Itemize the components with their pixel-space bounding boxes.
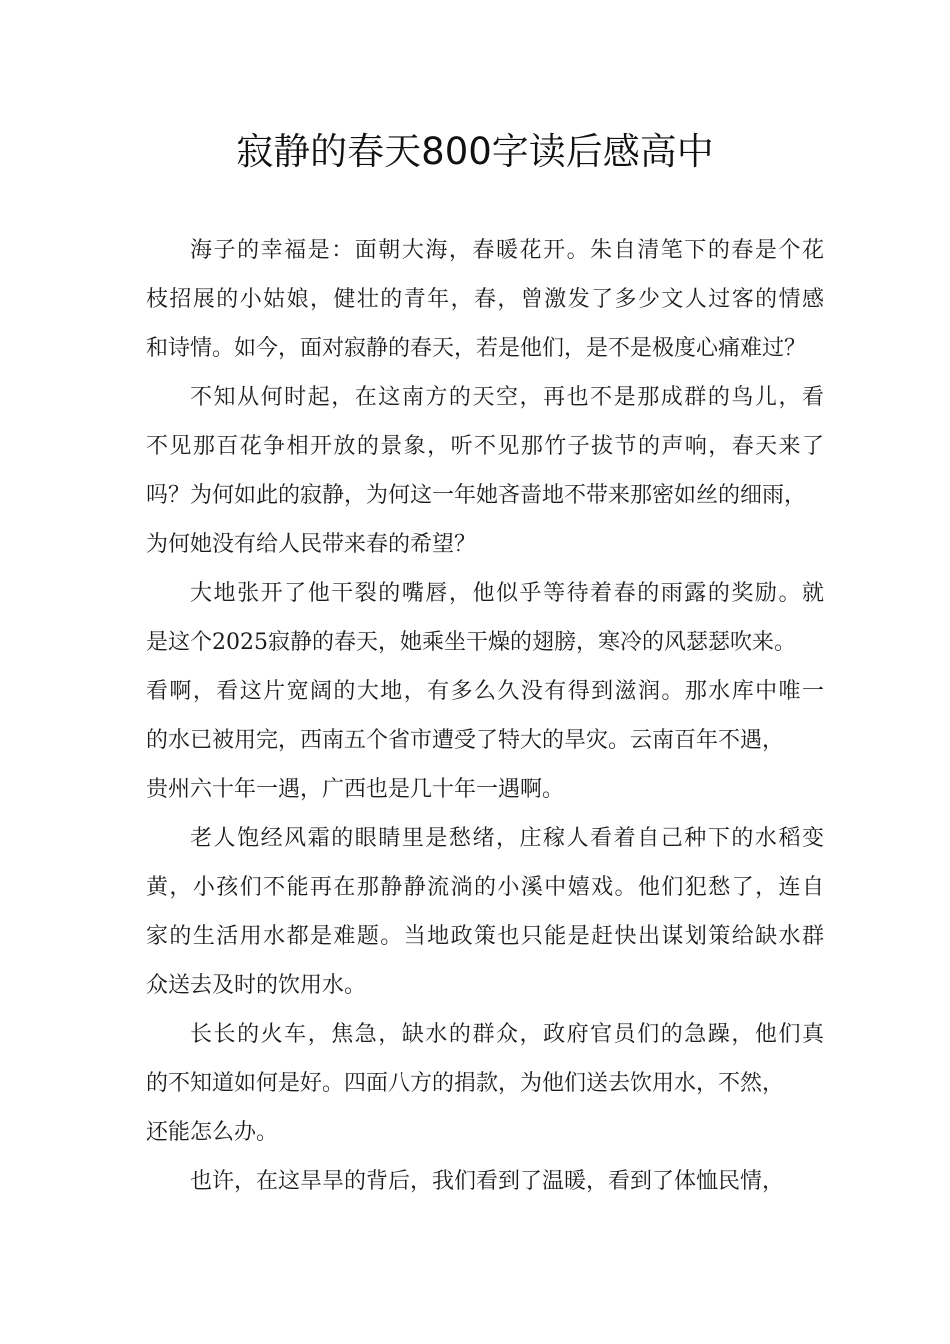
text-line: 吗？为何如此的寂静，为何这一年她吝啬地不带来那密如丝的细雨， [146,483,807,508]
text-line: 不见那百花争相开放的景象，听不见那竹子拔节的声响，春天来了 [146,434,824,459]
text-line: 大地张开了他干裂的嘴唇，他似乎等待着春的雨露的奖励。就 [190,581,824,606]
text-line: 为何她没有给人民带来春的希望？ [146,532,477,557]
text-line: 老人饱经风霜的眼睛里是愁绪，庄稼人看着自己种下的水稻变 [190,826,824,851]
text-line: 贵州六十年一遇，广西也是几十年一遇啊。 [146,777,565,802]
text-line: 黄，小孩们不能再在那静静流淌的小溪中嬉戏。他们犯愁了，连自 [146,875,824,900]
text-line: 众送去及时的饮用水。 [146,973,367,998]
text-line: 的不知道如何是好。四面八方的捐款，为他们送去饮用水，不然， [146,1071,785,1096]
document-title: 寂静的春天800字读后感高中 [236,130,714,173]
paragraph [146,569,824,814]
text-line: 家的生活用水都是难题。当地政策也只能是赶快出谋划策给缺水群 [146,924,824,949]
text-line: 和诗情。如今，面对寂静的春天，若是他们，是不是极度心痛难过？ [146,336,807,361]
text-line: 还能怎么办。 [146,1120,279,1145]
text-line: 长长的火车，焦急，缺水的群众，政府官员们的急躁，他们真 [190,1022,824,1047]
document-body [146,226,824,1206]
paragraph [146,373,824,569]
paragraph [146,1010,824,1157]
text-line: 看啊，看这片宽阔的大地，有多么久没有得到滋润。那水库中唯一 [146,679,824,704]
text-line: 的水已被用完，西南五个省市遭受了特大的旱灾。云南百年不遇， [146,728,785,753]
text-line: 海子的幸福是：面朝大海，春暖花开。朱自清笔下的春是个花 [190,238,824,263]
text-line: 枝招展的小姑娘，健壮的青年，春，曾激发了多少文人过客的情感 [146,287,824,312]
text-line: 也许，在这旱旱的背后，我们看到了温暖，看到了体恤民情， [190,1169,785,1194]
paragraph [146,226,824,373]
text-line: 不知从何时起，在这南方的天空，再也不是那成群的鸟儿，看 [190,385,824,410]
paragraph [146,1157,824,1206]
text-line: 是这个2025寂静的春天，她乘坐干燥的翅膀，寒冷的风瑟瑟吹来。 [146,630,796,655]
paragraph [146,814,824,1010]
